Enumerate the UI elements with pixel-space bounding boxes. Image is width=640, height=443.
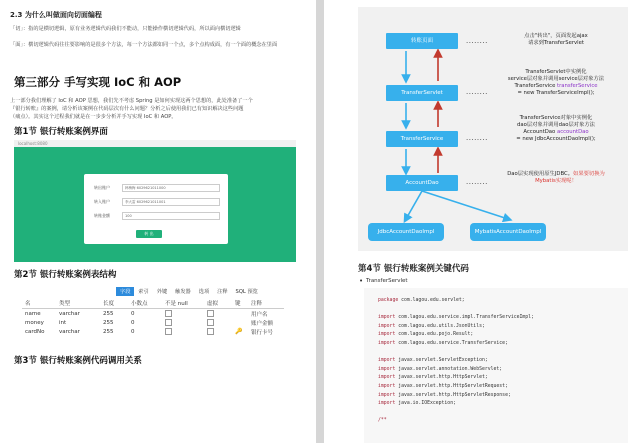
cell-type: varchar [59,310,80,317]
note-line: TransferServlet中实例化 [525,69,587,75]
code-line [378,324,485,329]
node-mybatis-impl: MybatisAccountDaoImpl [470,223,546,241]
cell-comment: 账户金额 [251,320,274,327]
code-text: javax.servlet.http.HttpServletRequest; [395,384,508,389]
virtual-checkbox[interactable] [207,319,214,326]
cell-comment: 用户名 [251,311,268,318]
cell-key [232,318,248,327]
cell-length: 255 [103,328,114,335]
cell-length: 255 [103,319,114,326]
code-keyword: import [378,323,396,329]
input-to[interactable]: 李大雷 6029621011001 [122,198,220,206]
table-designer-tabs [116,287,262,296]
cell-not-null [162,318,204,327]
note-line: 点击"转出"，页面发起ajax [524,33,588,39]
code-keyword: import [378,315,396,321]
note-highlight: 如果要切换为 [573,171,605,177]
code-line [378,384,508,389]
table-row[interactable] [22,327,284,336]
tab-fields[interactable]: 字段 [116,287,134,296]
note-line: dao层对象并调用dao层对象方法 [517,122,595,128]
cell-decimal: 0 [131,319,135,326]
note-dao [488,171,624,185]
code-text: javax.servlet.annotation.WebServlet; [395,366,503,372]
note-line: service层对象并调用service层对象方法 [507,76,605,82]
para-cut: 「切」：指的是横切逻辑，原有业务逻辑代码我们不能动，只能操作横切逻辑代码，所以面向横切逻辑 [10,26,241,32]
intro-line-1: 上一部分我们理解了 IoC 和 AOP 思想，我们先不考虑 Spring 是如何实现这两个思想的，此处准备了一个 [10,98,253,104]
primary-key-icon: 🔑 [235,328,243,335]
code-keyword: /** [378,418,387,424]
code-text: javax.servlet.ServletException; [395,358,488,364]
tab-triggers[interactable]: 触发器 [175,289,191,295]
cell-virtual [204,318,232,327]
intro-line-2: 『银行转账』的案例，请分析该案例在代码层次有什么问题？分析之后使用我们已有知识解决这些问题 [10,106,244,112]
col-type: 类型 [56,298,100,309]
code-text: com.lagou.edu.service.TransferService; [395,341,508,346]
code-line [378,315,534,320]
code-keyword: import [378,332,396,338]
code-keyword: import [378,401,396,407]
input-from[interactable]: 韩梅梅 6029621011000 [122,184,220,192]
arrow-impl-mybatis [422,191,508,219]
code-line [378,418,387,423]
sec3-title: 第3节 银行转账案例代码调用关系 [14,356,142,366]
dotted-leader: ........ [466,178,488,186]
input-amount[interactable]: 100 [122,212,220,220]
table-row[interactable] [22,318,284,327]
right-page [324,0,640,443]
transfer-button[interactable]: 转 出 [136,230,162,238]
note-line [488,129,624,136]
note-line: = new JdbcAccountDaoImpl(); [516,136,596,142]
code-line [378,358,488,363]
note-highlight: Mybatis实现呢！ [535,178,577,184]
col-name: 名 [22,298,56,309]
cell-not-null [162,327,204,336]
part3-title: 第三部分 手写实现 IoC 和 AOP [14,75,182,89]
bullet-transfer-servlet: • TransferServlet [366,278,408,284]
code-text: com.lagou.edu.service.impl.TransferServiceImpl; [395,315,534,321]
code-keyword: package [378,298,399,303]
col-comment: 注释 [248,298,284,309]
cell-not-null [162,309,204,319]
code-text: javax.servlet.http.HttpServletResponse; [395,392,511,398]
arrow-impl-jdbc [406,191,422,219]
cell-length: 255 [103,310,114,317]
note-line: 请求到TransferServlet [528,40,584,46]
tab-indexes[interactable]: 索引 [138,289,149,295]
note-var: transferService [557,83,598,89]
note-text: TransferService [514,83,558,89]
not-null-checkbox[interactable] [165,319,172,326]
not-null-checkbox[interactable] [165,328,172,335]
col-virtual: 虚拟 [204,298,232,309]
note-line [488,83,624,90]
note-text: AccountDao [523,129,557,135]
note-line: = new TransferServiceImpl(); [517,90,595,96]
left-page [0,0,316,443]
dotted-leader: ........ [466,88,488,96]
code-line [378,375,488,380]
cell-virtual [204,327,232,336]
note-page [488,33,624,47]
cell-key [232,309,248,319]
code-text: com.lagou.edu.pojo.Result; [395,332,474,338]
cell-virtual [204,309,232,319]
node-transfer-service: TransferService [386,131,458,147]
code-keyword: import [378,366,396,372]
node-account-dao: AccountDao [386,175,458,191]
note-line: TransferService对象中实例化 [519,115,593,121]
code-keyword: import [378,375,396,381]
label-amount: 转账金额 [94,213,110,218]
code-text: com.lagou.edu.utils.JsonUtils; [395,323,485,329]
cell-name: money [25,319,44,326]
virtual-checkbox[interactable] [207,328,214,335]
table-row[interactable] [22,309,284,319]
sec2-title: 第2节 银行转账案例表结构 [14,270,117,280]
sec4-title: 第4节 银行转账案例关键代码 [358,264,469,274]
not-null-checkbox[interactable] [165,310,172,317]
col-not-null: 不是 null [162,298,204,309]
code-keyword: import [378,341,396,346]
cell-key [232,327,248,336]
cell-type: int [59,319,67,326]
browser-bar [14,140,296,147]
node-transfer-page: 转账页面 [386,33,458,49]
cell-name: cardNo [25,328,45,335]
note-line [488,171,624,178]
cell-decimal: 0 [131,310,135,317]
heading-2-3: 2.3 为什么叫做面向切面编程 [10,11,102,19]
virtual-checkbox[interactable] [207,310,214,317]
tab-options[interactable]: 选项 [198,289,210,295]
call-relation-diagram [358,7,628,251]
cell-name: name [25,310,41,317]
tab-foreign-keys[interactable]: 外键 [156,289,168,295]
col-decimal: 小数点 [128,298,162,309]
label-from: 转出账户 [94,185,110,190]
table-header-row [22,298,284,309]
code-line [378,341,508,346]
note-servlet [488,69,624,97]
tab-sql-preview[interactable]: SQL 预览 [235,289,258,295]
code-line [378,332,473,337]
para-face: 「面」：横切逻辑代码往往要影响的是很多个方法，每一个方法都如同一个点，多个点构成面，有一个面的概念在里面 [10,42,278,48]
transfer-form [84,174,228,244]
url-text: localhost:8080 [18,141,48,146]
sec1-title: 第1节 银行转账案例界面 [14,127,108,137]
dotted-leader: ........ [466,37,488,45]
code-text: javax.servlet.http.HttpServlet; [395,375,488,381]
col-length: 长度 [100,298,128,309]
code-keyword: import [378,358,396,364]
code-line [378,401,456,406]
col-key: 键 [232,298,248,309]
note-service [488,115,624,143]
code-line [378,298,465,303]
cell-type: varchar [59,328,80,335]
code-text: java.io.IOException; [395,401,456,407]
dotted-leader: ........ [466,134,488,142]
tab-comments[interactable]: 注释 [217,289,228,295]
intro-line-3: （痛点）。其实这个过程我们就是在一步步分析并手写实现 IoC 和 AOP。 [10,114,177,120]
cell-comment: 银行卡号 [251,329,274,336]
node-transfer-servlet: TransferServlet [386,85,458,101]
code-keyword: import [378,392,396,398]
cell-decimal: 0 [131,328,135,335]
node-jdbc-impl: JdbcAccountDaoImpl [368,223,444,241]
transfer-page-screenshot [14,140,296,262]
code-keyword: import [378,384,396,389]
note-var: accountDao [556,129,589,135]
code-block [364,288,628,443]
code-line [378,367,502,372]
note-text: Dao层实现使用原生JDBC。 [507,171,574,177]
code-text: com.lagou.edu.servlet; [398,298,465,303]
field-table [22,298,284,336]
label-to: 转入账户 [94,199,110,204]
code-line [378,393,511,398]
